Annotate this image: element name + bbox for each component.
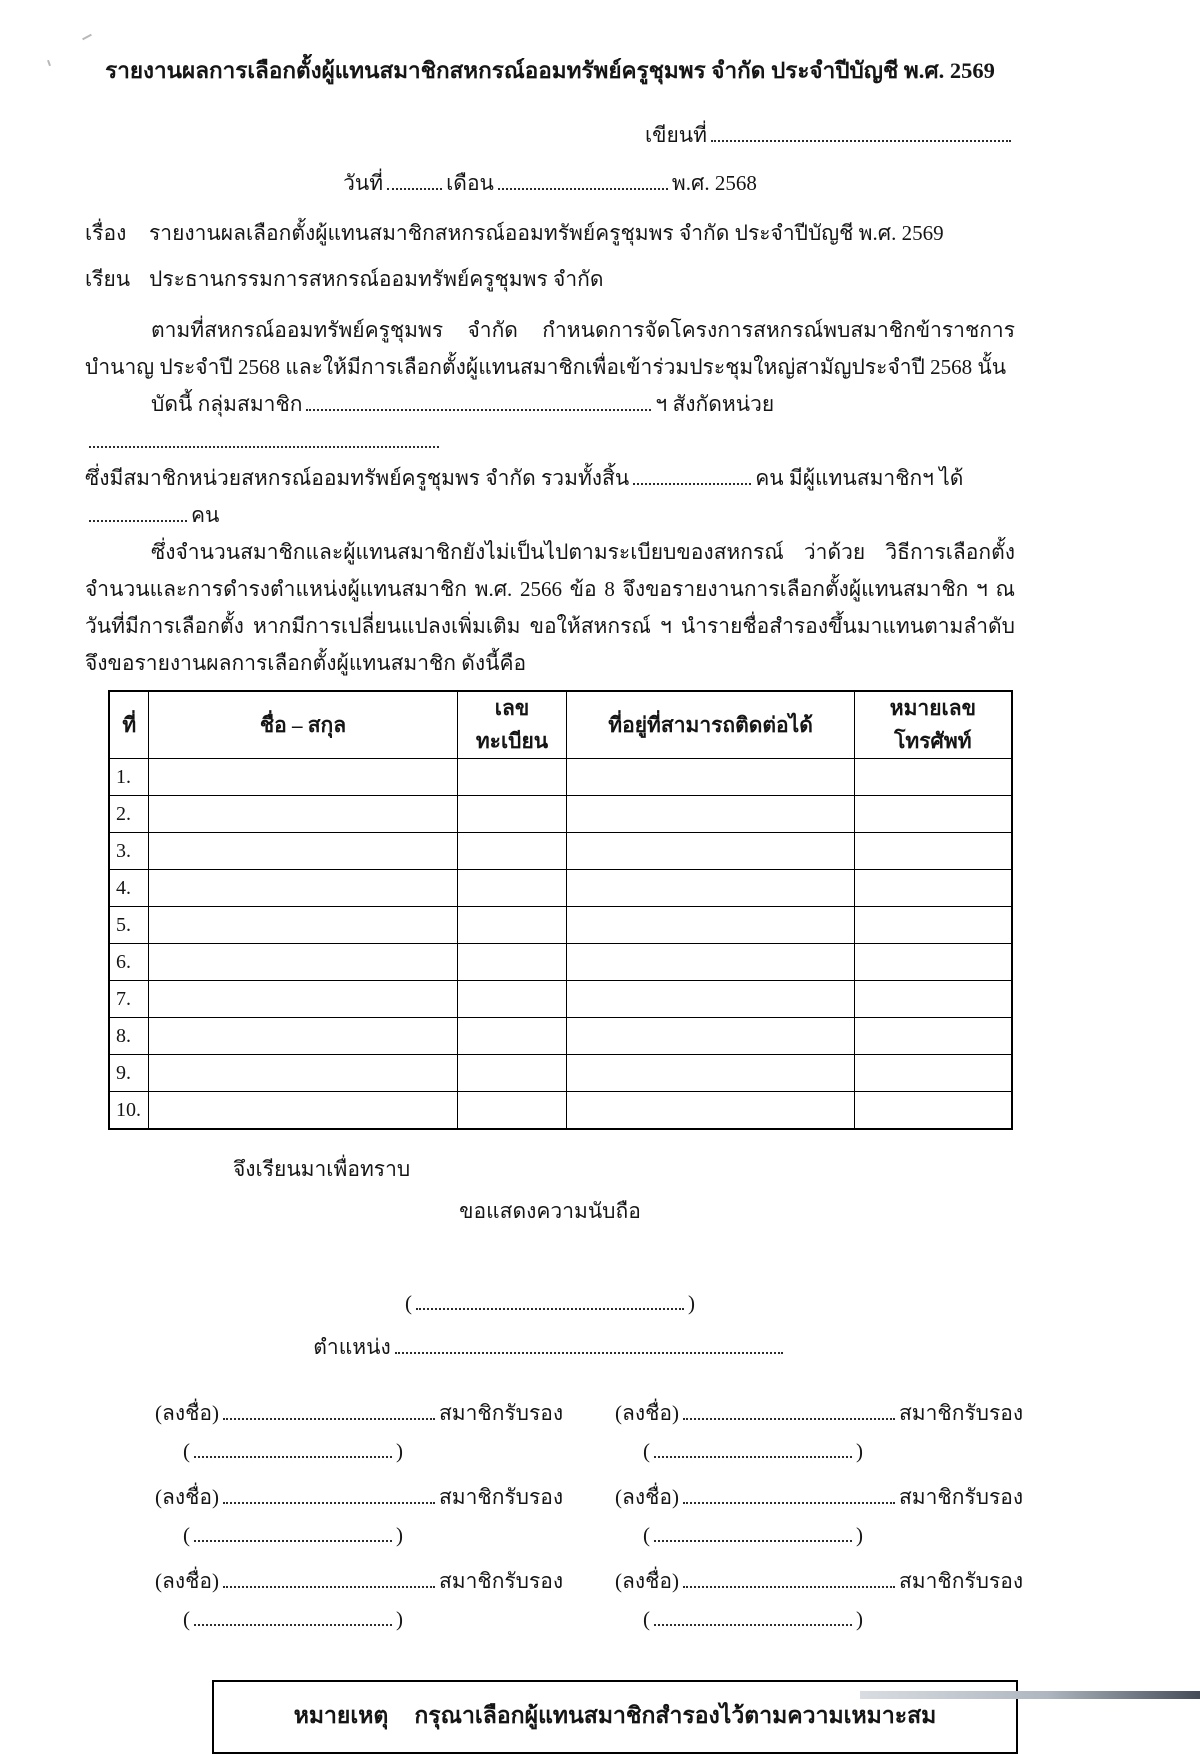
month-field: [498, 170, 668, 190]
signer-name-field: [654, 1522, 852, 1542]
row-number: 2.: [109, 796, 149, 833]
paren-close: ): [396, 1439, 403, 1463]
signer-name-line: [85, 1288, 1015, 1318]
subject-label: เรื่อง: [85, 221, 127, 245]
signature-block: [615, 1482, 1055, 1550]
day-label: วันที่: [343, 171, 384, 195]
address-cell: [567, 981, 854, 1018]
register-cell: [457, 833, 567, 870]
sign-label: (ลงชื่อ): [615, 1401, 679, 1425]
register-cell: [457, 759, 567, 796]
signature-field: [223, 1484, 435, 1504]
row-number: 6.: [109, 944, 149, 981]
paren-close: ): [856, 1607, 863, 1631]
name-cell: [149, 870, 457, 907]
name-cell: [149, 944, 457, 981]
table-header-row: [109, 691, 1012, 759]
position-label: ตำแหน่ง: [313, 1335, 391, 1359]
paren-open: (: [405, 1291, 412, 1315]
signature-field: [223, 1568, 435, 1588]
col-header-phone: หมายเลขโทรศัพท์: [854, 691, 1012, 759]
written-at-field: [711, 122, 1011, 142]
member-count-label: ซึ่งมีสมาชิกหน่วยสหกรณ์ออมทรัพย์ครูชุมพร จำกัด รวมทั้งสิ้น: [85, 466, 630, 490]
table-row: [109, 1092, 1012, 1130]
name-cell: [149, 759, 457, 796]
paren-close: ): [856, 1439, 863, 1463]
row-number: 10.: [109, 1092, 149, 1130]
member-total-field: [633, 465, 751, 485]
phone-cell: [854, 944, 1012, 981]
paren-open: (: [183, 1523, 190, 1547]
phone-cell: [854, 759, 1012, 796]
signer-name-field: [654, 1438, 852, 1458]
to-line: [85, 264, 1015, 294]
inform-line: จึงเรียนมาเพื่อทราบ: [233, 1157, 411, 1181]
address-cell: [567, 1018, 854, 1055]
name-cell: [149, 1092, 457, 1130]
col-header-register-no: เลขทะเบียน: [457, 691, 567, 759]
name-cell: [149, 1055, 457, 1092]
paren-open: (: [183, 1439, 190, 1463]
table-row: [109, 907, 1012, 944]
name-cell: [149, 1018, 457, 1055]
paren-open: (: [643, 1523, 650, 1547]
person-unit-label: คน: [191, 503, 220, 527]
sign-label: (ลงชื่อ): [155, 1401, 219, 1425]
table-row: [109, 796, 1012, 833]
row-number: 8.: [109, 1018, 149, 1055]
signature-field: [683, 1400, 895, 1420]
paren-close: ): [688, 1291, 695, 1315]
table-row: [109, 981, 1012, 1018]
register-cell: [457, 1055, 567, 1092]
signature-block: [615, 1398, 1055, 1466]
signature-block: [615, 1566, 1055, 1634]
address-cell: [567, 907, 854, 944]
table-row: [109, 759, 1012, 796]
month-label: เดือน: [446, 171, 494, 195]
signer-name-field: [654, 1606, 852, 1626]
register-cell: [457, 796, 567, 833]
phone-cell: [854, 907, 1012, 944]
address-cell: [567, 944, 854, 981]
paren-close: ): [396, 1607, 403, 1631]
table-row: [109, 944, 1012, 981]
to-text: ประธานกรรมการสหกรณ์ออมทรัพย์ครูชุมพร จำกัด: [149, 267, 604, 291]
position-field: [395, 1334, 783, 1354]
phone-cell: [854, 1018, 1012, 1055]
intro-paragraph: ตามที่สหกรณ์ออมทรัพย์ครูชุมพร จำกัด กำหนดการจัดโครงการสหกรณ์พบสมาชิกข้าราชการบำนาญ ประจำปี 2568 และให้มีการเลือกตั้งผู้แทนสมาชิกเพื่อเข้าร่วมประชุมใหญ่สามัญประจำปี 2568 นั้น: [85, 318, 1015, 379]
certify-label: สมาชิกรับรอง: [438, 1569, 564, 1593]
representatives-table: [108, 690, 1013, 1130]
row-number: 7.: [109, 981, 149, 1018]
signer-name-field: [194, 1438, 392, 1458]
day-field: [387, 170, 442, 190]
certify-label: สมาชิกรับรอง: [898, 1485, 1024, 1509]
signature-block: [155, 1482, 595, 1550]
representative-count-label: คน มีผู้แทนสมาชิกฯ ได้: [755, 466, 964, 490]
scan-edge-artifact: [860, 1691, 1200, 1699]
phone-cell: [854, 1055, 1012, 1092]
document-title: รายงานผลการเลือกตั้งผู้แทนสมาชิกสหกรณ์ออมทรัพย์ครูชุมพร จำกัด ประจำปีบัญชี พ.ศ. 2569: [105, 58, 995, 83]
to-label: เรียน: [85, 267, 131, 291]
certify-label: สมาชิกรับรอง: [438, 1485, 564, 1509]
respect-line: ขอแสดงความนับถือ: [459, 1199, 641, 1223]
register-cell: [457, 907, 567, 944]
name-cell: [149, 833, 457, 870]
address-cell: [567, 759, 854, 796]
address-cell: [567, 870, 854, 907]
regulation-paragraph: ซึ่งจำนวนสมาชิกและผู้แทนสมาชิกยังไม่เป็นไปตามระเบียบของสหกรณ์ ว่าด้วย วิธีการเลือกตั้ง จำนวนและการดำรงตำแหน่งผู้แทนสมาชิก พ.ศ. 2566 ข้อ 8 จึงขอรายงานการเลือกตั้งผู้แทนสมาชิก ฯ ณ วันที่มีการเลือกตั้ง หากมีการเปลี่ยนแปลงเพิ่มเติม ขอให้สหกรณ์ ฯ นำรายชื่อสำรองขึ้นมาแทนตามลำดับ จึงขอรายงานผลการเลือกตั้งผู้แทนสมาชิก ดังนี้คือ: [85, 540, 1015, 675]
table-row: [109, 870, 1012, 907]
name-cell: [149, 796, 457, 833]
certify-label: สมาชิกรับรอง: [898, 1569, 1024, 1593]
name-cell: [149, 981, 457, 1018]
date-line: [85, 168, 1015, 198]
signature-row: [155, 1482, 1055, 1550]
address-cell: [567, 833, 854, 870]
signature-row: [155, 1398, 1055, 1466]
phone-cell: [854, 981, 1012, 1018]
subject-line: [85, 218, 1015, 248]
year-label: พ.ศ. 2568: [671, 171, 757, 195]
signature-field: [683, 1568, 895, 1588]
sign-label: (ลงชื่อ): [615, 1569, 679, 1593]
written-at-line: [85, 120, 1015, 150]
position-line: [85, 1332, 1015, 1362]
paren-close: ): [396, 1523, 403, 1547]
row-number: 9.: [109, 1055, 149, 1092]
paren-open: (: [643, 1439, 650, 1463]
phone-cell: [854, 1092, 1012, 1130]
paren-open: (: [183, 1607, 190, 1631]
sign-label: (ลงชื่อ): [615, 1485, 679, 1509]
note-label: หมายเหตุ: [293, 1703, 389, 1728]
written-at-label: เขียนที่: [644, 123, 707, 147]
sign-label: (ลงชื่อ): [155, 1485, 219, 1509]
paren-close: ): [856, 1523, 863, 1547]
table-row: [109, 833, 1012, 870]
member-group-line: [85, 386, 1015, 460]
unit-field: [89, 428, 439, 448]
table-row: [109, 1018, 1012, 1055]
signer-name-field: [416, 1290, 684, 1310]
member-group-field: [306, 391, 651, 411]
sign-label: (ลงชื่อ): [155, 1569, 219, 1593]
phone-cell: [854, 870, 1012, 907]
member-group-label: บัดนี้ กลุ่มสมาชิก: [151, 392, 303, 416]
signature-row: [155, 1566, 1055, 1634]
representative-count-field: [89, 502, 187, 522]
signature-block: [155, 1566, 595, 1634]
signature-field: [223, 1400, 435, 1420]
name-cell: [149, 907, 457, 944]
paren-open: (: [643, 1607, 650, 1631]
row-number: 5.: [109, 907, 149, 944]
register-cell: [457, 870, 567, 907]
table-row: [109, 1055, 1012, 1092]
phone-cell: [854, 833, 1012, 870]
row-number: 4.: [109, 870, 149, 907]
member-count-line: [85, 460, 1015, 534]
certify-label: สมาชิกรับรอง: [438, 1401, 564, 1425]
register-cell: [457, 944, 567, 981]
address-cell: [567, 1092, 854, 1130]
signer-name-field: [194, 1522, 392, 1542]
witness-signatures: [155, 1398, 1055, 1634]
register-cell: [457, 981, 567, 1018]
col-header-name: ชื่อ – สกุล: [149, 691, 457, 759]
phone-cell: [854, 796, 1012, 833]
certify-label: สมาชิกรับรอง: [898, 1401, 1024, 1425]
signature-block: [155, 1398, 595, 1466]
signer-name-field: [194, 1606, 392, 1626]
register-cell: [457, 1092, 567, 1130]
unit-label: ฯ สังกัดหน่วย: [655, 392, 775, 416]
signature-field: [683, 1484, 895, 1504]
row-number: 3.: [109, 833, 149, 870]
col-header-address: ที่อยู่ที่สามารถติดต่อได้: [567, 691, 854, 759]
col-header-index: ที่: [109, 691, 149, 759]
address-cell: [567, 1055, 854, 1092]
register-cell: [457, 1018, 567, 1055]
note-text: กรุณาเลือกผู้แทนสมาชิกสำรองไว้ตามความเหมาะสม: [414, 1703, 937, 1728]
address-cell: [567, 796, 854, 833]
row-number: 1.: [109, 759, 149, 796]
subject-text: รายงานผลเลือกตั้งผู้แทนสมาชิกสหกรณ์ออมทรัพย์ครูชุมพร จำกัด ประจำปีบัญชี พ.ศ. 2569: [149, 221, 944, 245]
